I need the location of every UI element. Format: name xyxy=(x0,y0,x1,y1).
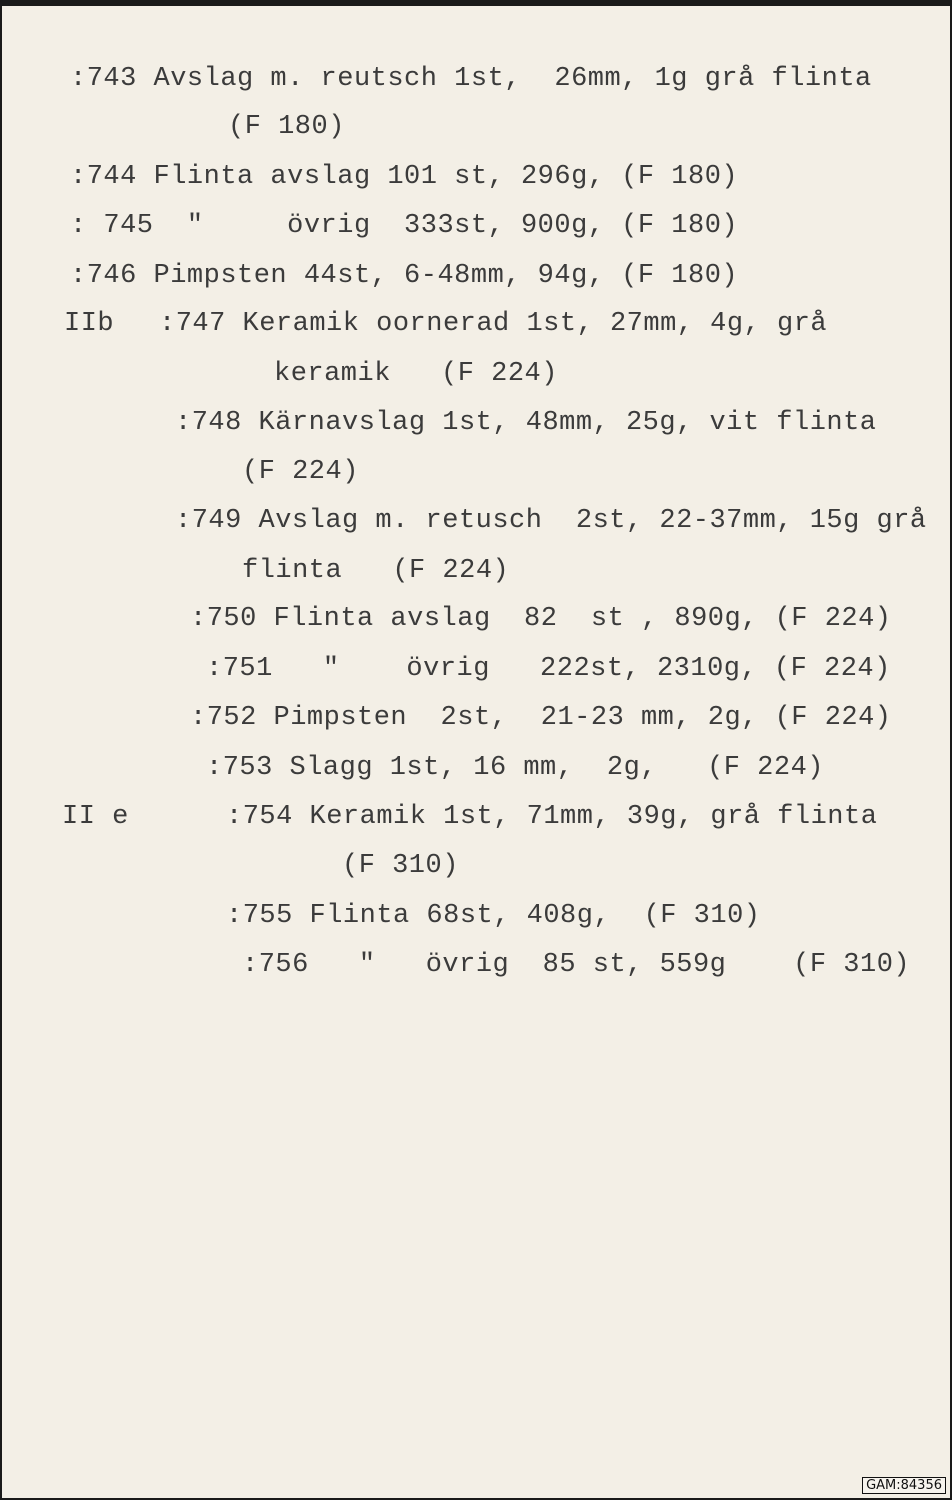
entry-743: :743 Avslag m. reutsch 1st, 26mm, 1g grå flinta xyxy=(70,64,872,94)
entry-747: :747 Keramik oornerad 1st, 27mm, 4g, grå xyxy=(159,309,828,339)
entry-748-ref: (F 224) xyxy=(242,457,359,487)
entry-751: :751 " övrig 222st, 2310g, (F 224) xyxy=(206,654,891,684)
entry-755: :755 Flinta 68st, 408g, (F 310) xyxy=(226,901,761,931)
entry-743-ref: (F 180) xyxy=(228,112,345,142)
entry-748: :748 Kärnavslag 1st, 48mm, 25g, vit flinta xyxy=(175,408,877,438)
entry-752: :752 Pimpsten 2st, 21-23 mm, 2g, (F 224) xyxy=(190,703,892,733)
entry-745: : 745 " övrig 333st, 900g, (F 180) xyxy=(70,211,739,241)
entry-753: :753 Slagg 1st, 16 mm, 2g, (F 224) xyxy=(206,753,824,783)
entry-756: :756 " övrig 85 st, 559g (F 310) xyxy=(242,950,911,980)
entry-747-cont: keramik (F 224) xyxy=(274,359,558,389)
section-label-iie: II e xyxy=(62,802,129,832)
entry-749-cont: flinta (F 224) xyxy=(242,556,510,586)
catalog-number-stamp: GAM:84356 xyxy=(862,1477,946,1494)
entry-754-ref: (F 310) xyxy=(342,851,459,881)
entry-744: :744 Flinta avslag 101 st, 296g, (F 180) xyxy=(70,162,739,192)
entry-754: :754 Keramik 1st, 71mm, 39g, grå flinta xyxy=(226,802,878,832)
entry-750: :750 Flinta avslag 82 st , 890g, (F 224) xyxy=(190,604,892,634)
entry-746: :746 Pimpsten 44st, 6-48mm, 94g, (F 180) xyxy=(70,261,739,291)
section-label-iib: IIb xyxy=(64,309,115,339)
entry-749: :749 Avslag m. retusch 2st, 22-37mm, 15g grå xyxy=(175,506,927,536)
catalog-card xyxy=(2,6,950,1498)
